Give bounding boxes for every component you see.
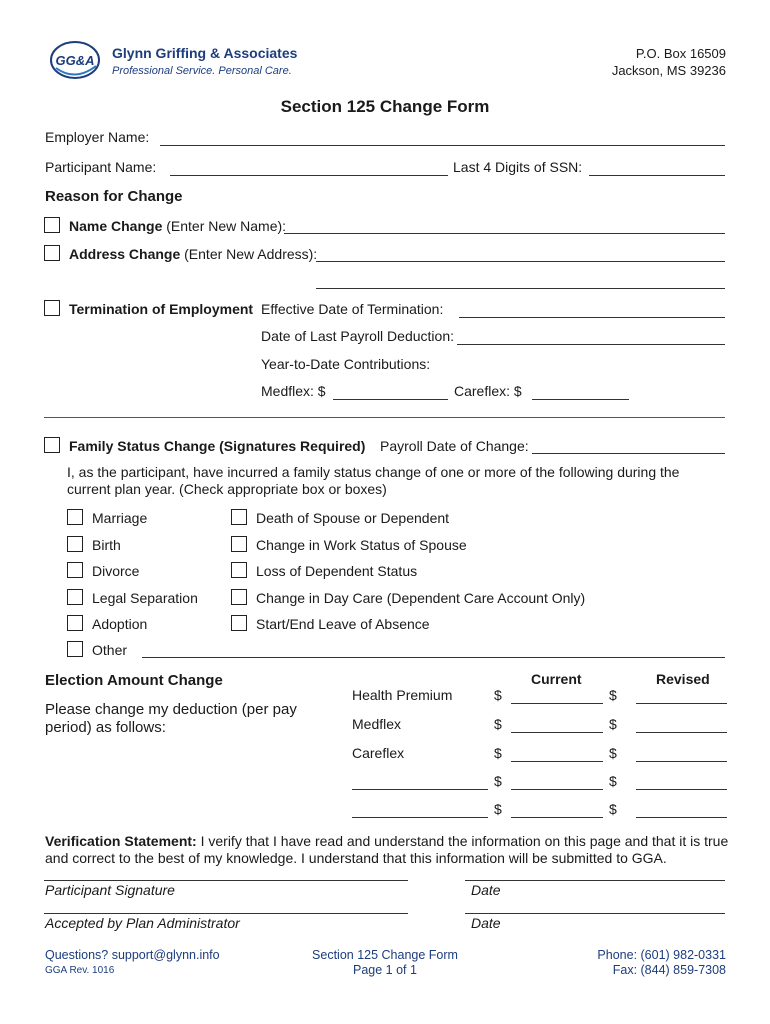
footer-form-name: Section 125 Change Form	[312, 948, 458, 962]
revised-amount-field[interactable]	[636, 817, 727, 818]
family-description-1: I, as the participant, have incurred a family status change of one or more of the following during the	[67, 464, 680, 480]
current-amount-field[interactable]	[511, 761, 603, 762]
new-name-field[interactable]	[284, 233, 725, 234]
dollar-sign: $	[494, 687, 502, 703]
name-change-checkbox[interactable]	[44, 217, 60, 233]
administrator-signature-field[interactable]	[44, 913, 408, 914]
family-option-checkbox[interactable]	[67, 615, 83, 631]
current-amount-field[interactable]	[511, 789, 603, 790]
verification-line-2: and correct to the best of my knowledge. I understand that this information will be submitted to GGA.	[45, 850, 667, 866]
election-row-label: Health Premium	[352, 687, 453, 703]
last-payroll-field[interactable]	[457, 344, 725, 345]
election-row-name-field[interactable]	[352, 817, 488, 818]
dollar-sign: $	[494, 745, 502, 761]
name-change-label: Name Change (Enter New Name):	[69, 218, 287, 234]
footer-fax: Fax: (844) 859-7308	[612, 963, 726, 977]
election-heading: Election Amount Change	[45, 672, 223, 689]
effective-date-label: Effective Date of Termination:	[261, 301, 444, 317]
family-option-label: Death of Spouse or Dependent	[256, 510, 450, 526]
verification-line-1: Verification Statement: I verify that I have read and understand the information on this page and that it is true	[45, 833, 729, 849]
current-amount-field[interactable]	[511, 817, 603, 818]
new-address-field-2[interactable]	[316, 288, 725, 289]
company-tagline: Professional Service. Personal Care.	[112, 65, 292, 77]
family-status-label: Family Status Change (Signatures Required)	[69, 438, 366, 454]
family-description-2: current plan year. (Check appropriate box or boxes)	[67, 481, 387, 497]
current-amount-field[interactable]	[511, 703, 603, 704]
ytd-label: Year-to-Date Contributions:	[261, 356, 431, 372]
revised-amount-field[interactable]	[636, 732, 727, 733]
revised-amount-field[interactable]	[636, 789, 727, 790]
family-option-label: Legal Separation	[92, 590, 198, 606]
administrator-date-field[interactable]	[465, 913, 725, 914]
revised-column-header: Revised	[656, 671, 710, 687]
other-reason-field[interactable]	[142, 657, 725, 658]
family-option-checkbox[interactable]	[231, 562, 247, 578]
address-line2: Jackson, MS 39236	[611, 63, 726, 78]
election-row-name-field[interactable]	[352, 789, 488, 790]
election-instruction-2: period) as follows:	[45, 719, 166, 736]
participant-date-label: Date	[471, 882, 501, 898]
election-row-label: Medflex	[352, 716, 402, 732]
administrator-signature-label: Accepted by Plan Administrator	[45, 915, 240, 931]
family-option-checkbox[interactable]	[231, 589, 247, 605]
family-option-label: Change in Day Care (Dependent Care Account Only)	[256, 590, 586, 606]
family-option-label: Divorce	[92, 563, 140, 579]
family-option-checkbox[interactable]	[67, 562, 83, 578]
new-address-field-1[interactable]	[316, 261, 725, 262]
questions-email[interactable]: Questions? support@glynn.info	[45, 948, 220, 962]
family-option-label: Other	[92, 642, 128, 658]
employer-name-label: Employer Name:	[45, 129, 150, 145]
dollar-sign: $	[609, 716, 617, 732]
dollar-sign: $	[609, 745, 617, 761]
reason-heading: Reason for Change	[45, 188, 183, 205]
administrator-date-label: Date	[471, 915, 501, 931]
address-line1: P.O. Box 16509	[635, 46, 726, 61]
ssn-field[interactable]	[589, 175, 725, 176]
dollar-sign: $	[494, 801, 502, 817]
participant-date-field[interactable]	[465, 880, 725, 881]
revised-amount-field[interactable]	[636, 761, 727, 762]
family-option-checkbox[interactable]	[231, 536, 247, 552]
footer-phone: Phone: (601) 982-0331	[597, 948, 726, 962]
payroll-date-label: Payroll Date of Change:	[380, 438, 529, 454]
family-status-checkbox[interactable]	[44, 437, 60, 453]
termination-label: Termination of Employment	[69, 301, 254, 317]
company-name: Glynn Griffing & Associates	[112, 45, 298, 61]
address-change-label: Address Change (Enter New Address):	[69, 246, 318, 262]
dollar-sign: $	[609, 687, 617, 703]
dollar-sign: $	[609, 801, 617, 817]
effective-date-field[interactable]	[459, 317, 725, 318]
medflex-ytd-label: Medflex: $	[261, 383, 326, 399]
footer-page-number: Page 1 of 1	[353, 963, 417, 977]
section-divider	[44, 417, 725, 418]
participant-signature-field[interactable]	[44, 880, 408, 881]
payroll-date-field[interactable]	[532, 453, 725, 454]
family-option-checkbox[interactable]	[231, 509, 247, 525]
gga-logo	[48, 38, 102, 82]
careflex-ytd-label: Careflex: $	[454, 383, 522, 399]
careflex-ytd-field[interactable]	[532, 399, 629, 400]
current-column-header: Current	[531, 671, 582, 687]
family-option-checkbox[interactable]	[231, 615, 247, 631]
family-option-checkbox[interactable]	[67, 509, 83, 525]
termination-checkbox[interactable]	[44, 300, 60, 316]
revised-amount-field[interactable]	[636, 703, 727, 704]
form-title: Section 125 Change Form	[280, 97, 490, 116]
participant-name-field[interactable]	[170, 175, 448, 176]
participant-name-label: Participant Name:	[45, 159, 157, 175]
family-option-checkbox[interactable]	[67, 589, 83, 605]
family-option-checkbox[interactable]	[67, 536, 83, 552]
election-instruction-1: Please change my deduction (per pay	[45, 701, 297, 718]
participant-signature-label: Participant Signature	[45, 882, 175, 898]
current-amount-field[interactable]	[511, 732, 603, 733]
family-option-label: Loss of Dependent Status	[256, 563, 418, 579]
employer-name-field[interactable]	[160, 145, 725, 146]
family-option-checkbox[interactable]	[67, 641, 83, 657]
family-option-label: Change in Work Status of Spouse	[256, 537, 467, 553]
ssn-label: Last 4 Digits of SSN:	[453, 159, 583, 175]
family-option-label: Adoption	[92, 616, 148, 632]
election-row-label: Careflex	[352, 745, 405, 761]
family-option-label: Marriage	[92, 510, 148, 526]
revision-code: GGA Rev. 1016	[45, 965, 115, 976]
medflex-ytd-field[interactable]	[333, 399, 448, 400]
family-option-label: Start/End Leave of Absence	[256, 616, 430, 632]
dollar-sign: $	[494, 773, 502, 789]
last-payroll-label: Date of Last Payroll Deduction:	[261, 328, 454, 344]
dollar-sign: $	[494, 716, 502, 732]
address-change-checkbox[interactable]	[44, 245, 60, 261]
logo-text: GG&A	[55, 53, 95, 68]
family-option-label: Birth	[92, 537, 121, 553]
dollar-sign: $	[609, 773, 617, 789]
